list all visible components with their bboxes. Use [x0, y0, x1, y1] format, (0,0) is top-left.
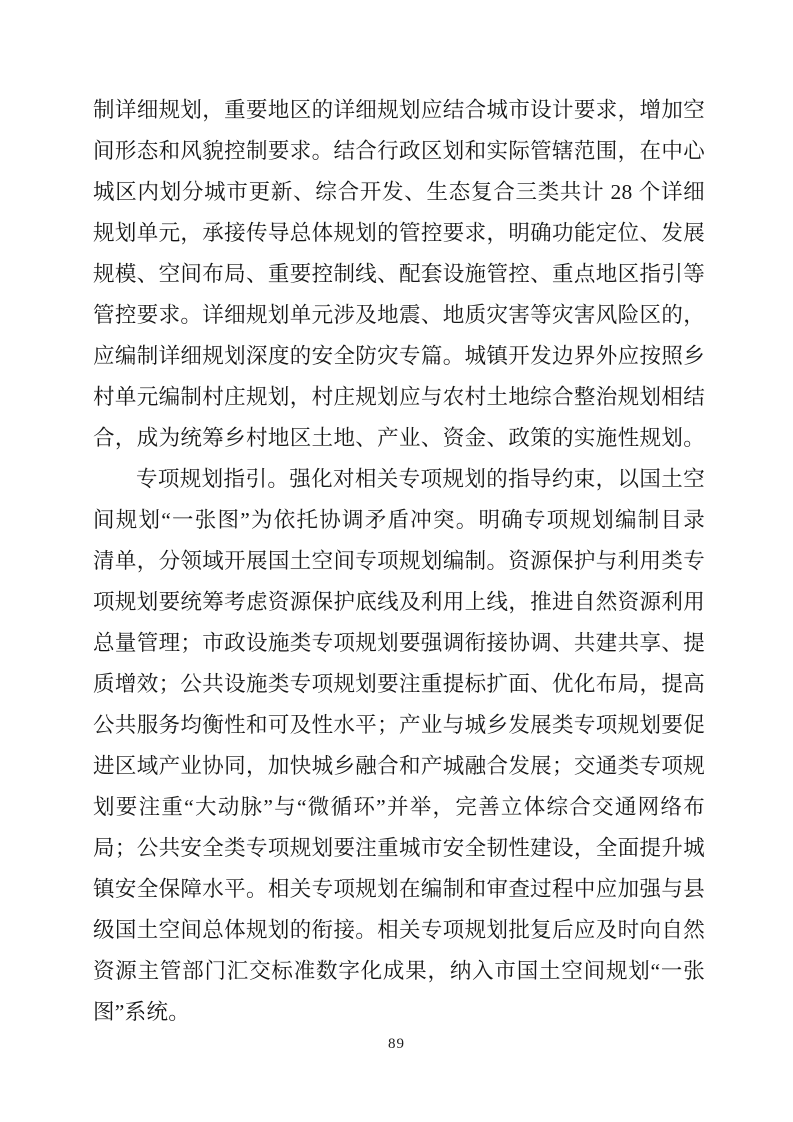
body-text: [93, 90, 705, 1033]
text-line: 项规划要统筹考虑资源保护底线及利用上线，推进自然资源利用: [93, 590, 705, 614]
text-line: 总量管理；市政设施类专项规划要强调衔接协调、共建共享、提: [93, 631, 705, 655]
text-line: 资源主管部门汇交标准数字化成果，纳入市国土空间规划“一张: [93, 959, 705, 983]
text-line: 镇安全保障水平。相关专项规划在编制和审查过程中应加强与县: [93, 877, 705, 901]
text-line: 管控要求。详细规划单元涉及地震、地质灾害等灾害风险区的，: [93, 303, 705, 327]
text-line: 级国土空间总体规划的衔接。相关专项规划批复后应及时向自然: [93, 918, 705, 942]
text-line: 规划单元，承接传导总体规划的管控要求，明确功能定位、发展: [93, 221, 705, 245]
page-number: 89: [388, 1036, 405, 1052]
text-line: 应编制详细规划深度的安全防灾专篇。城镇开发边界外应按照乡: [93, 344, 705, 368]
text-line: 合，成为统筹乡村地区土地、产业、资金、政策的实施性规划。: [93, 426, 705, 450]
text-line: 间形态和风貌控制要求。结合行政区划和实际管辖范围，在中心: [93, 139, 705, 163]
text-line: 村单元编制村庄规划，村庄规划应与农村土地综合整治规划相结: [93, 385, 705, 409]
text-line: 制详细规划，重要地区的详细规划应结合城市设计要求，增加空: [93, 98, 705, 122]
text-line: 间规划“一张图”为依托协调矛盾冲突。明确专项规划编制目录: [93, 508, 705, 532]
text-line: 进区域产业协同，加快城乡融合和产城融合发展；交通类专项规: [93, 754, 705, 778]
text-line-paragraph-start: 专项规划指引。强化对相关专项规划的指导约束，以国土空: [136, 467, 705, 491]
text-line: 公共服务均衡性和可及性水平；产业与城乡发展类专项规划要促: [93, 713, 705, 737]
text-line: 城区内划分城市更新、综合开发、生态复合三类共计 28 个详细: [93, 180, 705, 204]
text-line: 划要注重“大动脉”与“微循环”并举，完善立体综合交通网络布: [93, 795, 705, 819]
text-line-paragraph-end: 图”系统。: [93, 1000, 191, 1024]
text-line: 规模、空间布局、重要控制线、配套设施管控、重点地区指引等: [93, 262, 705, 286]
text-line: 质增效；公共设施类专项规划要注重提标扩面、优化布局，提高: [93, 672, 705, 696]
text-line: 清单，分领域开展国土空间专项规划编制。资源保护与利用类专: [93, 549, 705, 573]
text-line: 局；公共安全类专项规划要注重城市安全韧性建设，全面提升城: [93, 836, 705, 860]
